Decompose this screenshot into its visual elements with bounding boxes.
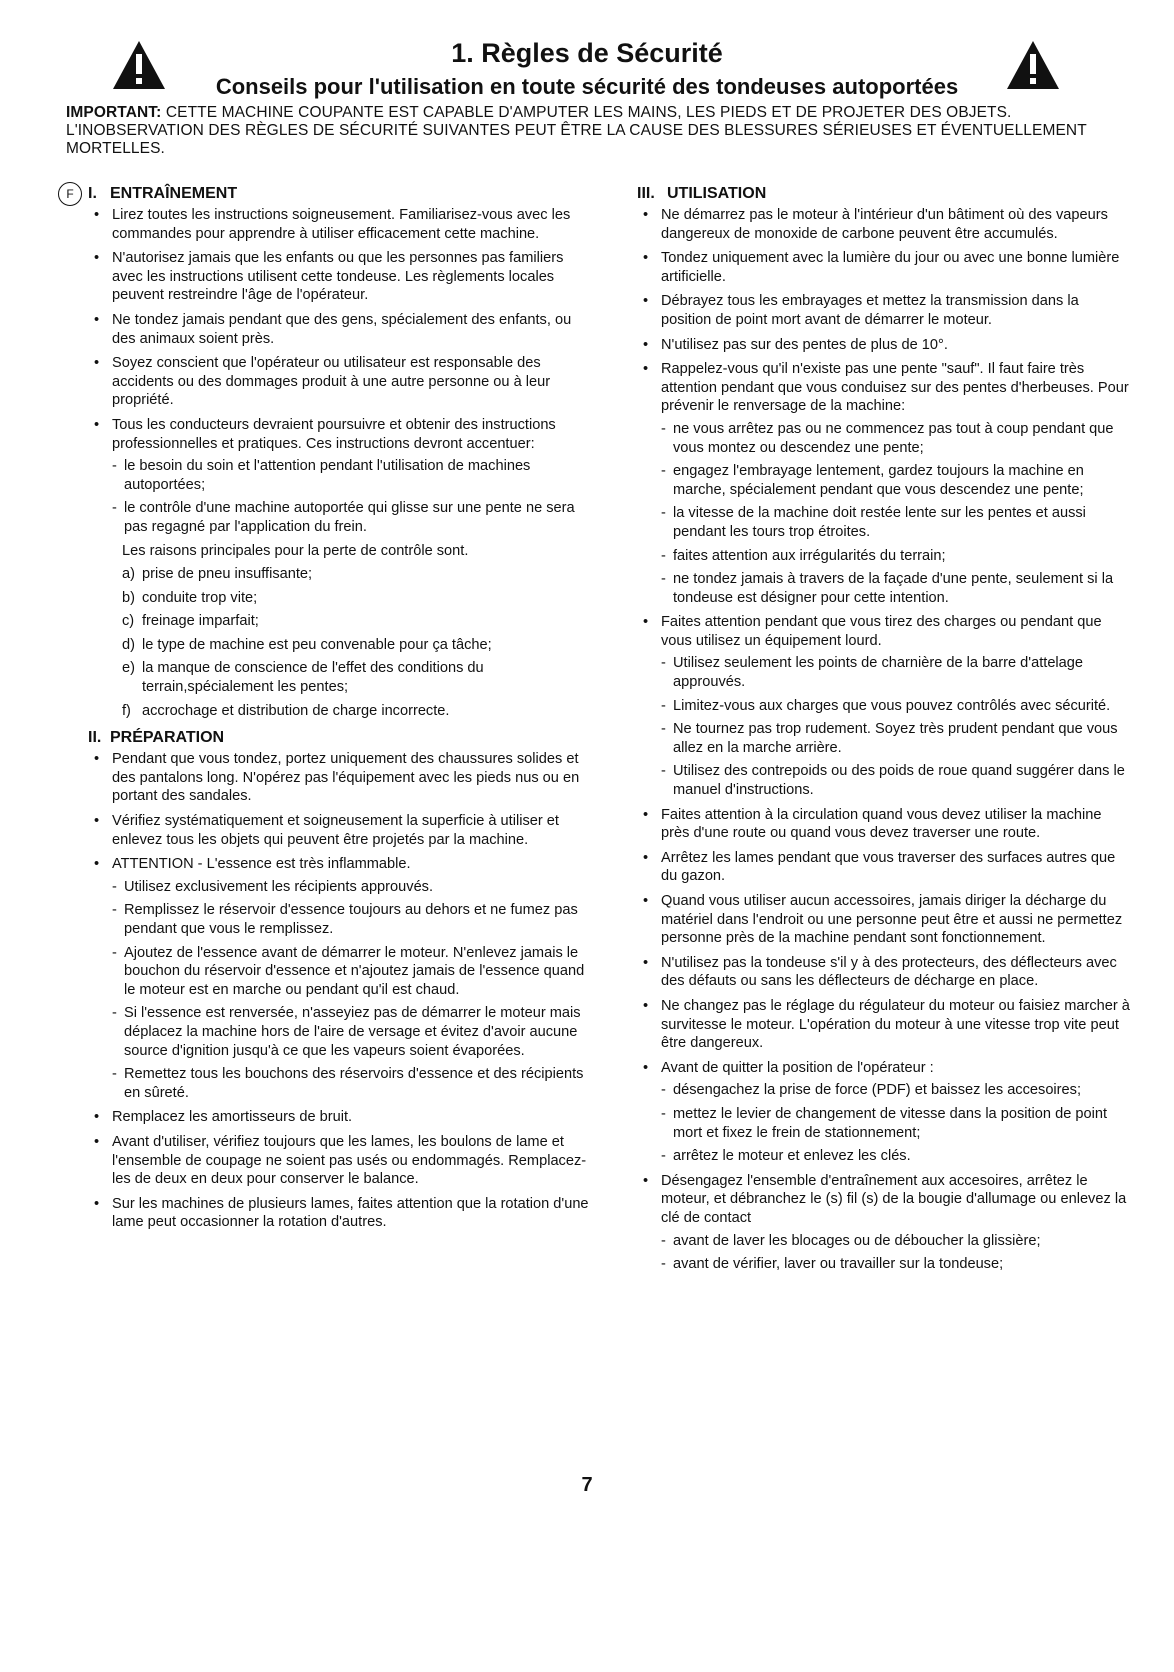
sub-item: - Utilisez seulement les points de charnière de la barre d'attelage approuvés. (661, 654, 1133, 691)
list-item: • Lirez toutes les instructions soigneusement. Familiarisez-vous avec les commandes pour apprendre à utiliser efficacement cette machine. (88, 206, 594, 243)
section-heading-preparation (88, 728, 594, 748)
sub-item: - Remettez tous les bouchons des réservoirs d'essence et des récipients en sûreté. (112, 1065, 594, 1102)
reason-item (122, 589, 594, 608)
section-title: UTILISATION (667, 185, 767, 202)
list-item: • Arrêtez les lames pendant que vous traverser des surfaces autres que du gazon. (637, 849, 1133, 886)
sub-item: - Si l'essence est renversée, n'asseyiez pas de démarrer le moteur mais déplacez la machine hors de l'aire de versage et évitez d'avoir aucune source d'ignition jusqu'à ce que les vapeurs soient évaporées. (112, 1004, 594, 1060)
sub-item: - le besoin du soin et l'attention pendant l'utilisation de machines autoportées; (112, 457, 594, 494)
reason-letter: a) (122, 566, 135, 583)
list-item: • Ne changez pas le réglage du régulateur du moteur ou faisiez marcher à survitesse le moteur. L'opération du moteur à une vitesse trop vite peut être dangereux. (637, 997, 1133, 1053)
reason-text: prise de pneu insuffisante; (142, 566, 313, 583)
list-item-text: ATTENTION - L'essence est très inflammable. (112, 856, 411, 873)
list-item-text: Faites attention pendant que vous tirez des charges ou pendant que vous utilisez un équipement lourd. (661, 614, 1102, 649)
list-item: • N'utilisez pas sur des pentes de plus de 10°. (637, 336, 1133, 355)
sub-item: - Limitez-vous aux charges que vous pouvez contrôlés avec sécurité. (661, 697, 1133, 716)
language-badge: F (58, 182, 82, 206)
list-item-text: Rappelez-vous qu'il n'existe pas une pente "sauf". Il faut faire très attention pendant que vous conduisez sur des pentes d'herbeuses. Pour prévenir le renversage de la machine: (661, 361, 1129, 415)
page-title: 1. Règles de Sécurité (451, 38, 723, 68)
section-number: I. (88, 185, 97, 202)
list-item: • Remplacez les amortisseurs de bruit. (88, 1108, 594, 1127)
page-subtitle: Conseils pour l'utilisation en toute sécurité des tondeuses autoportées (215, 74, 959, 99)
reason-item (122, 702, 594, 721)
right-column (637, 184, 1133, 1280)
sub-item: - ne vous arrêtez pas ou ne commencez pas tout à coup pendant que vous montez ou descendez une pente; (661, 420, 1133, 457)
reason-letter: e) (122, 660, 135, 677)
list-item (637, 613, 1133, 799)
list-item (637, 1172, 1133, 1274)
sub-item: - faites attention aux irrégularités du terrain; (661, 547, 1133, 566)
reason-item (122, 659, 594, 696)
list-item: • Vérifiez systématiquement et soigneusement la superficie à utiliser et enlevez tous les objets qui peuvent être projetés par la machine. (88, 812, 594, 849)
important-label: IMPORTANT: (66, 104, 162, 121)
sub-item: - arrêtez le moteur et enlevez les clés. (661, 1147, 1133, 1166)
list-item: • Soyez conscient que l'opérateur ou utilisateur est responsable des accidents ou des dommages produit à une autre personne ou à leur propriété. (88, 354, 594, 410)
list-item (637, 360, 1133, 607)
list-item: • Quand vous utiliser aucun accessoires, jamais diriger la décharge du matériel dans l'endroit ou une personne peut être et aussi ne permettez personne près de la machine pendant sont fonctionnement. (637, 892, 1133, 948)
sub-item: - ne tondez jamais à travers de la façade d'une pente, seulement si la tondeuse est désigner pour cette intention. (661, 570, 1133, 607)
list-item: • Sur les machines de plusieurs lames, faites attention que la rotation d'une lame peut occasionner la rotation d'autres. (88, 1195, 594, 1232)
sub-item: - Ajoutez de l'essence avant de démarrer le moteur. N'enlevez jamais le bouchon du réservoir d'essence et n'ajoutez jamais de l'essence quand le moteur est en marche ou pendant qu'il est chaud. (112, 944, 594, 1000)
sub-item: - avant de laver les blocages ou de déboucher la glissière; (661, 1232, 1133, 1251)
important-notice (66, 104, 1126, 158)
section-title: ENTRAÎNEMENT (110, 185, 238, 202)
list-item: • Ne tondez jamais pendant que des gens, spécialement des enfants, ou des animaux soient près. (88, 311, 594, 348)
sub-item: - mettez le levier de changement de vitesse dans la position de point mort et fixez le frein de stationnement; (661, 1105, 1133, 1142)
sub-item: - Utilisez exclusivement les récipients approuvés. (112, 878, 594, 897)
reason-text: accrochage et distribution de charge incorrecte. (142, 702, 450, 719)
sub-item: - Remplissez le réservoir d'essence toujours au dehors et ne fumez pas pendant que vous le remplissez. (112, 901, 594, 938)
reason-text: conduite trop vite; (142, 589, 258, 606)
page-number: 7 (581, 1474, 593, 1496)
list-item: • N'autorisez jamais que les enfants ou que les personnes pas familiers avec les instructions utilisent cette tondeuse. Les règlements locales peuvent restreindre l'âge de l'opérateur. (88, 249, 594, 305)
list-item (88, 416, 594, 720)
list-item: • Ne démarrez pas le moteur à l'intérieur d'un bâtiment où des vapeurs dangereux de monoxide de carbone peuvent être accumulés. (637, 206, 1133, 243)
section-heading-utilisation (637, 184, 1133, 204)
list-item: • Débrayez tous les embrayages et mettez la transmission dans la position de point mort avant de démarrer le moteur. (637, 292, 1133, 329)
sub-item: - Ne tournez pas trop rudement. Soyez très prudent pendant que vous allez en la marche arrière. (661, 720, 1133, 757)
list-item: • N'utilisez pas la tondeuse s'il y à des protecteurs, des déflecteurs avec des défauts ou sans les déflecteurs de décharge en place. (637, 954, 1133, 991)
list-item (637, 1059, 1133, 1166)
reason-item (122, 612, 594, 631)
reason-letter: c) (122, 613, 135, 630)
reason-letter: d) (122, 636, 135, 653)
list-item: • Faites attention à la circulation quand vous devez utiliser la machine près d'une route ou quand vous devez traverser une route. (637, 806, 1133, 843)
reasons-intro: Les raisons principales pour la perte de contrôle sont. (122, 542, 469, 559)
list-item: • Pendant que vous tondez, portez uniquement des chaussures solides et des pantalons long. N'opérez pas l'équipement avec les pieds nus ou en portant des sandales. (88, 750, 594, 806)
reasons-list (122, 565, 594, 720)
section-number: II. (88, 729, 102, 747)
list-item (88, 855, 594, 1102)
list-item: • Avant d'utiliser, vérifiez toujours que les lames, les boulons de lame et l'ensemble de coupage ne soient pas usés ou endommagés. Remplacez-les de deux en deux pour conserver le balance. (88, 1133, 594, 1189)
reason-text: freinage imparfait; (142, 613, 259, 630)
sub-item: - la vitesse de la machine doit restée lente sur les pentes et aussi pendant les tours trop étroites. (661, 504, 1133, 541)
important-text: CETTE MACHINE COUPANTE EST CAPABLE D'AMPUTER LES MAINS, LES PIEDS ET DE PROJETER DES OBJETS. L'INOBSERVATION DES RÈGLES DE SÉCURITÉ SUIVANTES PEUT ÊTRE LA CAUSE DES BLESSURES SÉRIEUSES ET ÉVENTUELLEMENT MORTELLES. (66, 104, 1087, 157)
sub-item: - désengachez la prise de force (PDF) et baissez les accesoires; (661, 1081, 1133, 1100)
list-item-text: Tous les conducteurs devraient poursuivre et obtenir des instructions professionnelles et pratiques. Ces instructions devront accentuer: (112, 416, 556, 452)
section-heading-entrainement (66, 184, 594, 204)
list-item: • Tondez uniquement avec la lumière du jour ou avec une bonne lumière artificielle. (637, 249, 1133, 286)
section-number: III. (637, 185, 655, 202)
sub-item: - le contrôle d'une machine autoportée qui glisse sur une pente ne sera pas regagné par l'application du frein. (112, 499, 594, 536)
list-item-text: Désengagez l'ensemble d'entraînement aux accesoires, arrêtez le moteur, et débranchez le (s) fil (s) de la bougie d'allumage ou enlevez la clé de contact (661, 1172, 1127, 1226)
reason-item (122, 565, 594, 584)
reason-letter: f) (122, 702, 131, 719)
left-column (66, 184, 594, 1238)
sub-item: - avant de vérifier, laver ou travailler sur la tondeuse; (661, 1255, 1133, 1274)
reason-item (122, 636, 594, 655)
sub-item: - engagez l'embrayage lentement, gardez toujours la machine en marche, spécialement pendant que vous descendez une pente; (661, 462, 1133, 499)
reason-text: la manque de conscience de l'effet des conditions du terrain,spécialement les pentes; (142, 660, 484, 696)
list-item-text: Avant de quitter la position de l'opérateur : (661, 1059, 934, 1076)
section-title: PRÉPARATION (110, 729, 225, 747)
reason-letter: b) (122, 589, 135, 606)
reason-text: le type de machine est peu convenable pour ça tâche; (142, 636, 492, 653)
sub-item: - Utilisez des contrepoids ou des poids de roue quand suggérer dans le manuel d'instructions. (661, 762, 1133, 799)
